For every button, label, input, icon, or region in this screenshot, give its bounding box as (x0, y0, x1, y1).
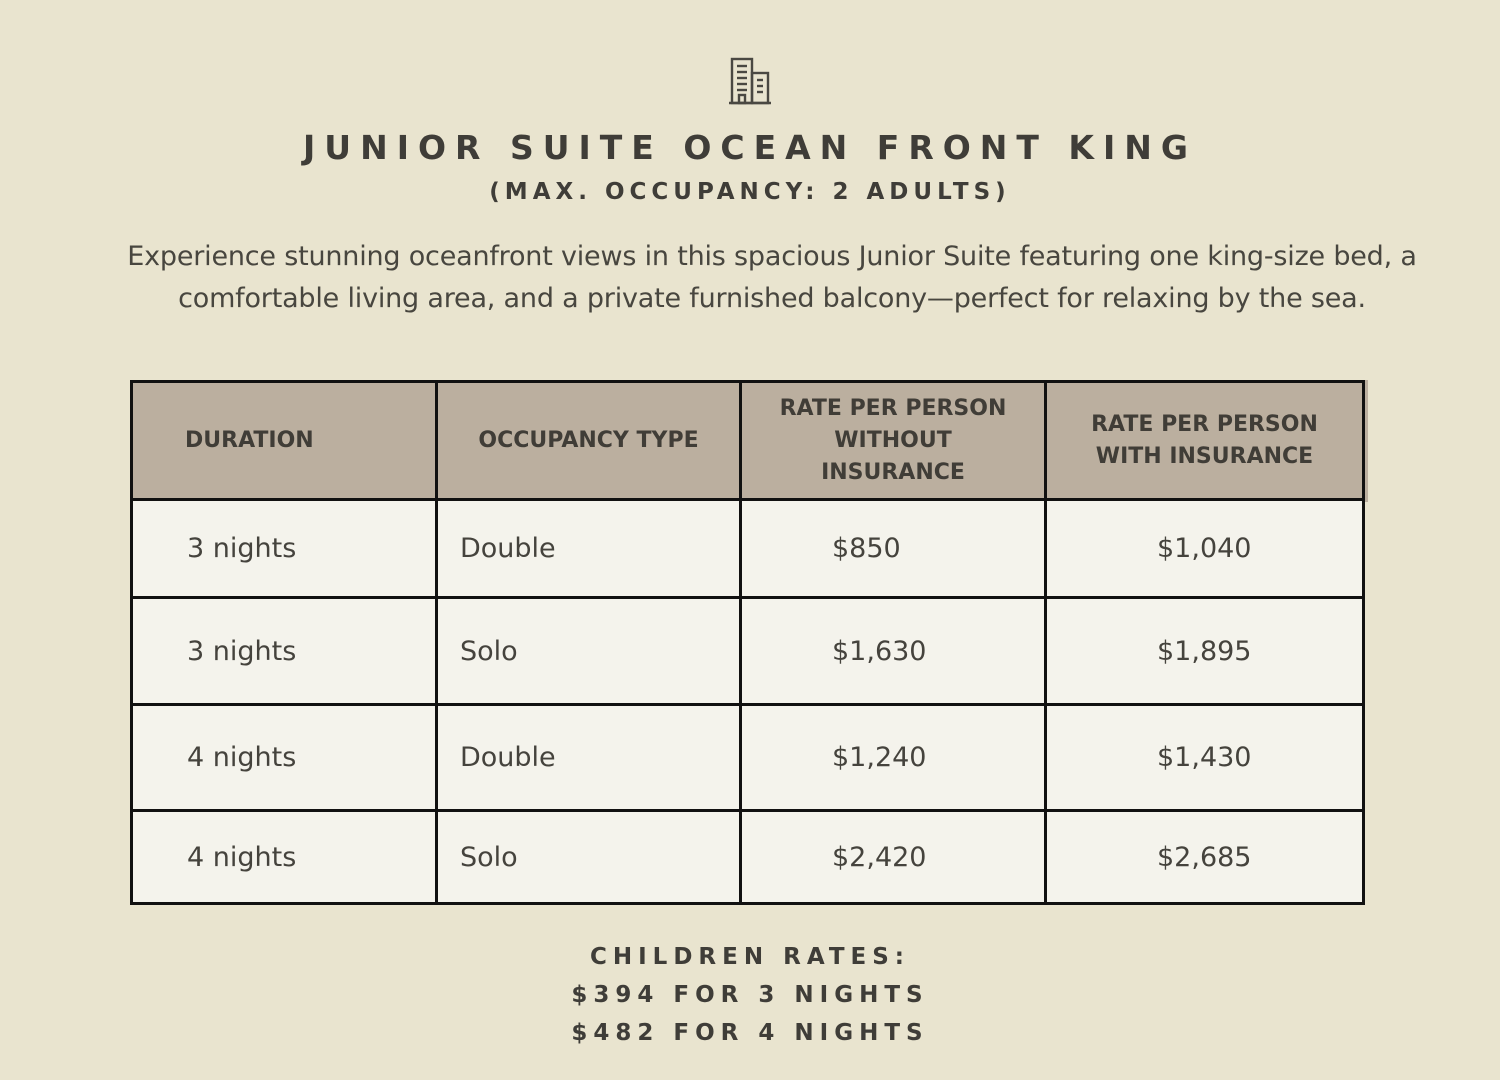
header-rate-with-insurance-text: RATE PER PERSON WITH INSURANCE (1091, 411, 1318, 469)
children-rate-4-nights: $482 FOR 4 NIGHTS (571, 1020, 929, 1046)
cell-rate-with-insurance: $1,895 (1046, 598, 1364, 705)
header-rate-without-insurance-text: RATE PER PERSON WITHOUT INSURANCE (779, 395, 1007, 485)
cell-occupancy-type: Solo (437, 598, 741, 705)
cell-rate-with-insurance: $1,430 (1046, 705, 1364, 811)
cell-duration: 4 nights (132, 705, 437, 811)
cell-rate-with-insurance: $2,685 (1046, 811, 1364, 904)
building-icon (728, 56, 772, 106)
cell-rate-with-insurance: $1,040 (1046, 500, 1364, 598)
header-rate-without-insurance (741, 382, 1046, 500)
table-row (132, 598, 1364, 705)
children-rates-heading: CHILDREN RATES: (590, 944, 910, 970)
cell-rate-without-insurance: $850 (741, 500, 1046, 598)
header-occupancy-type: OCCUPANCY TYPE (437, 382, 741, 500)
children-rates (0, 938, 1500, 1052)
cell-occupancy-type: Solo (437, 811, 741, 904)
cell-occupancy-type: Double (437, 500, 741, 598)
cell-duration: 3 nights (132, 500, 437, 598)
header-rate-with-insurance (1046, 382, 1364, 500)
cell-rate-without-insurance: $2,420 (741, 811, 1046, 904)
table-row (132, 811, 1364, 904)
rates-table (130, 380, 1365, 905)
header-duration: DURATION (132, 382, 437, 500)
table-row (132, 705, 1364, 811)
room-description: Experience stunning oceanfront views in this spacious Junior Suite featuring one king-size bed, a comfortable living area, and a private furnished balcony—perfect for relaxing by the sea. (127, 241, 1417, 314)
cell-rate-without-insurance: $1,240 (741, 705, 1046, 811)
table-header-row (132, 382, 1364, 500)
table-row (132, 500, 1364, 598)
cell-duration: 4 nights (132, 811, 437, 904)
children-rate-3-nights: $394 FOR 3 NIGHTS (571, 982, 929, 1008)
cell-rate-without-insurance: $1,630 (741, 598, 1046, 705)
cell-duration: 3 nights (132, 598, 437, 705)
cell-occupancy-type: Double (437, 705, 741, 811)
room-title: JUNIOR SUITE OCEAN FRONT KING (303, 128, 1197, 167)
max-occupancy: (MAX. OCCUPANCY: 2 ADULTS) (489, 179, 1011, 205)
